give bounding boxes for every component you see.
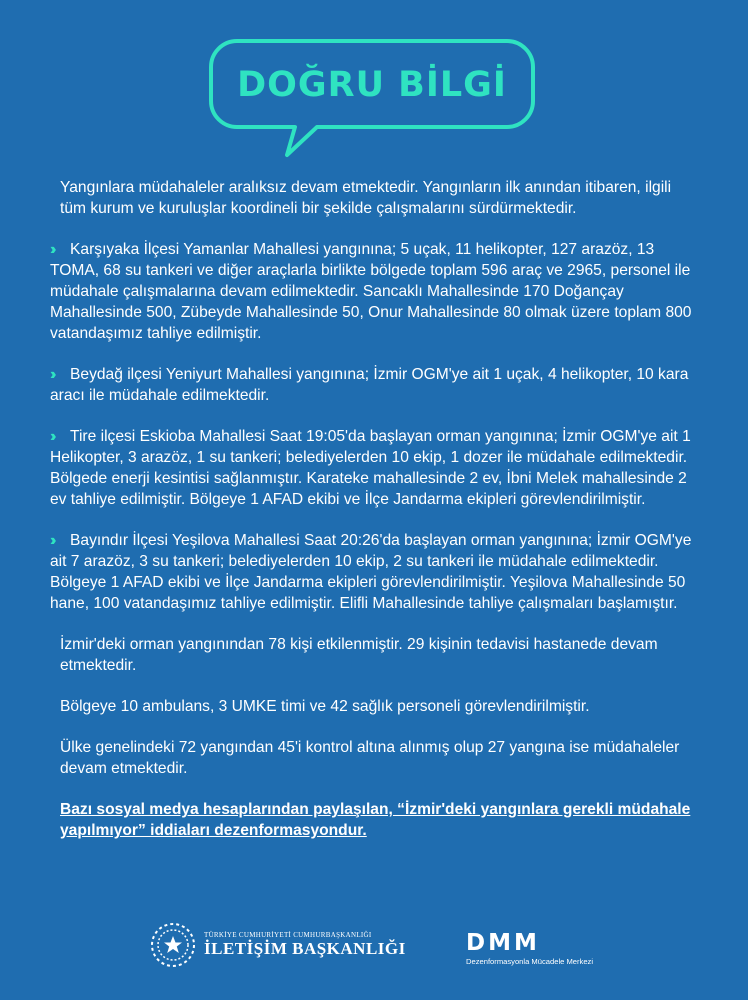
header-badge	[207, 37, 537, 159]
bullet-item	[50, 239, 700, 344]
bullet-text: Tire ilçesi Eskioba Mahallesi Saat 19:05'da başlayan orman yangınına; İzmir OGM'ye ait 1 Helikopter, 3 arazöz, 1 su tankeri; belediyelerden 10 ekip, 1 dozer ile müdahale edilmektedir. Bölgede enerji kesintisi sağlanmıştır. Karateke mahallesinde 2 ev, İbni Melek mahallesinde 2 ev tahliye edilmiştir. Bölgeye 1 AFAD ekibi ve İlçe Jandarma ekipleri görevlendirilmiştir.	[50, 428, 691, 508]
iletisim-logo	[150, 922, 406, 968]
paragraph: Ülke genelindeki 72 yangından 45'i kontrol altına alınmış olup 27 yangına ise müdahaleler devam etmektedir.	[60, 739, 680, 777]
bullet-item	[50, 364, 700, 406]
paragraph: Bölgeye 10 ambulans, 3 UMKE timi ve 42 sağlık personeli görevlendirilmiştir.	[60, 698, 590, 715]
star-emblem-icon	[150, 922, 196, 968]
dmm-subtitle: Dezenformasyonla Mücadele Merkezi	[466, 957, 594, 966]
disinformation-statement: Bazı sosyal medya hesaplarından paylaşılan, “İzmir'deki yangınlara gerekli müdahale yapılmıyor” iddiaları dezenformasyondur.	[60, 801, 691, 839]
org-subtitle: TÜRKİYE CUMHURİYETİ CUMHURBAŞKANLIĞI	[204, 931, 372, 939]
bullet-text: Beydağ ilçesi Yeniyurt Mahallesi yangınına; İzmir OGM'ye ait 1 uçak, 4 helikopter, 10 kara aracı ile müdahale edilmektedir.	[50, 366, 689, 404]
page-title: DOĞRU BİLGİ	[237, 65, 507, 105]
double-chevron-right-icon: ››	[50, 241, 53, 258]
double-chevron-right-icon: ››	[50, 532, 53, 549]
bullet-text: Bayındır İlçesi Yeşilova Mahallesi Saat 20:26'da başlayan orman yangınına; İzmir OGM'ye ait 7 arazöz, 3 su tankeri; belediyelerden 10 ekip, 2 su tankeri ile müdahale edilmektedir. Bölgeye 1 AFAD ekibi ve İlçe Jandarma ekipleri görevlendirilmiştir. Yeşilova Mahallesinde 50 hane, 100 vatandaşımız tahliye edilmiştir. Elifli Mahallesinde tahliye çalışmaları başlamıştır.	[50, 532, 692, 612]
paragraph: İzmir'deki orman yangınından 78 kişi etkilenmiştir. 29 kişinin tedavisi hastanede devam etmektedir.	[60, 636, 658, 674]
bullet-item	[50, 530, 700, 614]
double-chevron-right-icon: ››	[50, 428, 53, 445]
dmm-wordmark: DMM	[466, 930, 540, 956]
intro-paragraph: Yangınlara müdahaleler aralıksız devam etmektedir. Yangınların ilk anından itibaren, ilgili tüm kurum ve kuruluşlar koordineli bir şekilde çalışmalarını sürdürmektedir.	[60, 179, 672, 217]
double-chevron-right-icon: ››	[50, 366, 53, 383]
bullet-item	[50, 426, 700, 510]
main-content	[50, 177, 700, 861]
org-name: İLETİŞİM BAŞKANLIĞI	[204, 939, 406, 958]
footer	[0, 920, 748, 980]
bullet-text: Karşıyaka İlçesi Yamanlar Mahallesi yangınına; 5 uçak, 11 helikopter, 127 arazöz, 13 TOMA, 68 su tankeri ve diğer araçlarla birlikte bölgede toplam 596 araç ve 2965, personel ile müdahale çalışmalarına devam edilmektedir. Sancaklı Mahallesinde 170 Doğançay Mahallesinde 500, Zübeyde Mahallesinde 50, Onur Mahallesinde 80 olmak üzere toplam 800 vatandaşımız tahliye edilmiştir.	[50, 241, 692, 342]
dmm-logo	[466, 932, 593, 966]
